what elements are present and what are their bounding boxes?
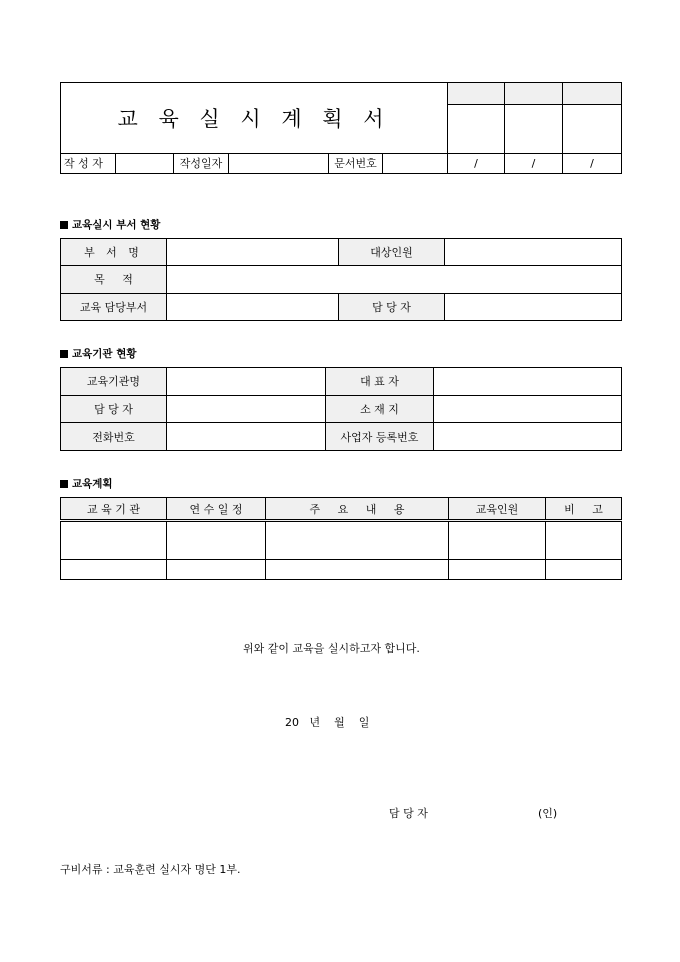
plan-cell[interactable] xyxy=(449,560,546,580)
inst-manager-label: 담 당 자 xyxy=(61,395,167,423)
table-row xyxy=(61,521,622,560)
edu-dept-field[interactable] xyxy=(167,293,339,320)
target-count-label: 대상인원 xyxy=(339,239,445,266)
plan-table xyxy=(60,497,622,580)
form-title: 교 육 실 시 계 획 서 xyxy=(117,106,391,131)
signer-label: 담 당 자 xyxy=(389,807,428,820)
square-bullet-icon xyxy=(60,221,68,229)
approval-header-3 xyxy=(563,83,622,105)
square-bullet-icon xyxy=(60,480,68,488)
attachment-note: 구비서류 : 교육훈련 실시자 명단 1부. xyxy=(60,863,241,876)
table-row xyxy=(61,560,622,580)
approval-sign-1[interactable] xyxy=(448,105,505,154)
phone-label: 전화번호 xyxy=(61,423,167,451)
col-content: 주 요 내 용 xyxy=(266,498,449,521)
seal-mark[interactable]: (인) xyxy=(538,807,558,820)
plan-cell[interactable] xyxy=(167,560,266,580)
plan-cell[interactable] xyxy=(61,560,167,580)
purpose-label: 목 적 xyxy=(61,266,167,293)
title-table xyxy=(60,82,622,174)
col-schedule: 연 수 일 정 xyxy=(167,498,266,521)
approval-header-1 xyxy=(448,83,505,105)
section1-heading: 교육실시 부서 현황 xyxy=(60,217,160,232)
location-label: 소 재 지 xyxy=(326,395,434,423)
docno-label: 문서번호 xyxy=(329,153,383,173)
col-remarks: 비 고 xyxy=(546,498,622,521)
biz-number-label: 사업자 등록번호 xyxy=(326,423,434,451)
plan-cell[interactable] xyxy=(167,521,266,560)
plan-cell[interactable] xyxy=(266,521,449,560)
col-headcount: 교육인원 xyxy=(449,498,546,521)
form-title-cell xyxy=(61,83,448,154)
docno-field[interactable] xyxy=(383,153,448,173)
inst-manager-field[interactable] xyxy=(167,395,326,423)
phone-field[interactable] xyxy=(167,423,326,451)
inst-name-label: 교육기관명 xyxy=(61,368,167,396)
edu-dept-label: 교육 담당부서 xyxy=(61,293,167,320)
statement-text: 위와 같이 교육을 실시하고자 합니다. xyxy=(243,642,420,655)
representative-label: 대 표 자 xyxy=(326,368,434,396)
plan-cell[interactable] xyxy=(546,560,622,580)
approval-date-3[interactable]: / xyxy=(563,153,622,173)
dept-manager-label: 담 당 자 xyxy=(339,293,445,320)
date-label: 작성일자 xyxy=(174,153,229,173)
institution-table xyxy=(60,367,622,451)
plan-cell[interactable] xyxy=(449,521,546,560)
plan-cell[interactable] xyxy=(266,560,449,580)
approval-sign-2[interactable] xyxy=(505,105,563,154)
inst-name-field[interactable] xyxy=(167,368,326,396)
biz-number-field[interactable] xyxy=(434,423,622,451)
date-line: 20 년 월 일 xyxy=(285,716,370,729)
target-count-field[interactable] xyxy=(445,239,622,266)
dept-name-field[interactable] xyxy=(167,239,339,266)
approval-header-2 xyxy=(505,83,563,105)
plan-cell[interactable] xyxy=(546,521,622,560)
location-field[interactable] xyxy=(434,395,622,423)
dept-manager-field[interactable] xyxy=(445,293,622,320)
approval-date-1[interactable]: / xyxy=(448,153,505,173)
dept-name-label: 부 서 명 xyxy=(61,239,167,266)
section3-heading: 교육계획 xyxy=(60,476,113,491)
col-institution: 교 육 기 관 xyxy=(61,498,167,521)
purpose-field[interactable] xyxy=(167,266,622,293)
square-bullet-icon xyxy=(60,350,68,358)
dept-table xyxy=(60,238,622,321)
section2-heading: 교육기관 현황 xyxy=(60,346,137,361)
writer-label: 작 성 자 xyxy=(61,153,116,173)
approval-sign-3[interactable] xyxy=(563,105,622,154)
date-field[interactable] xyxy=(229,153,329,173)
plan-cell[interactable] xyxy=(61,521,167,560)
writer-field[interactable] xyxy=(116,153,174,173)
approval-date-2[interactable]: / xyxy=(505,153,563,173)
representative-field[interactable] xyxy=(434,368,622,396)
